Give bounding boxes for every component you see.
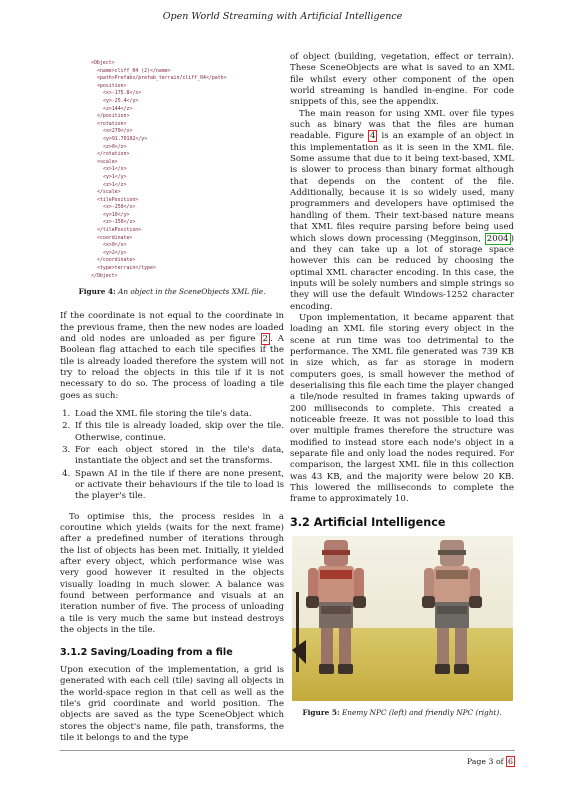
figure-5-text: Enemy NPC (left) and friendly NPC (right). bbox=[341, 708, 502, 718]
figure-5-label: Figure 5: bbox=[302, 708, 340, 718]
left-paragraph-2: To optimise this, the process resides in a coroutine which yields (waits for the next frame) after a predefined number of iterations through the list of objects has been met. Initially, it yielded after every object, which performance wise was very good however it resulted in the objects visually loading in much slower. A balance was found between performance and visuals at an iteration number of five. The process of unloading a tile is very much the same but instead destroys the objects in the tile. bbox=[60, 511, 284, 636]
right-paragraph-2 bbox=[290, 109, 514, 313]
list-item: 3. For each object stored in the tile's data, instantiate the object and set the transforms. bbox=[73, 445, 284, 468]
code-line: </tilePosition> bbox=[97, 227, 142, 234]
code-line: <x>0</x> bbox=[103, 242, 127, 249]
code-line: <z>1</z> bbox=[103, 181, 127, 188]
code-line: <y>91.70192</y> bbox=[103, 135, 148, 142]
list-item: 4. Spawn AI in the tile if there are none present, or activate their behaviours if the tile to load is the player's tile. bbox=[73, 469, 284, 503]
code-line: <tilePosition> bbox=[97, 196, 139, 203]
page-total-link[interactable]: 6 bbox=[508, 757, 513, 766]
code-line: <type>terrain</type> bbox=[97, 265, 156, 272]
code-line: <z>-150</z> bbox=[103, 219, 136, 226]
code-line: </scale> bbox=[97, 189, 121, 196]
running-head: Open World Streaming with Artificial Intelligence bbox=[162, 11, 403, 22]
left-para1-text-b: . A Boolean flag attached to each tile specifies if the tile is already loaded therefore the system will not try to reload the objects in this tile if it is not necessary to do so. The process of loading a tile goes as such: bbox=[60, 333, 285, 401]
left-column bbox=[60, 52, 284, 744]
right-para2-text-c: ) and they can take up a lot of storage space however this can be reduced by choosing the optimal XML character encoding. In this case, the inputs will be solely numbers and simple strings so they will use the default Windows-1252 character encoding. bbox=[290, 233, 514, 312]
loading-steps-list bbox=[60, 409, 284, 503]
figure-4-caption bbox=[60, 287, 284, 297]
code-line: <y>1</y> bbox=[103, 173, 127, 180]
page-number-prefix: Page 3 of bbox=[466, 757, 507, 766]
code-line: <y>10</y> bbox=[103, 211, 130, 218]
code-line: <x>270</x> bbox=[103, 128, 133, 135]
code-line: <x>1</x> bbox=[103, 166, 127, 173]
npc-render-svg bbox=[292, 536, 513, 701]
figure-4-reference-link[interactable]: 4 bbox=[370, 131, 376, 142]
code-line: <coordinate> bbox=[97, 234, 133, 241]
section-heading-3-2: 3.2 Artificial Intelligence bbox=[290, 515, 446, 529]
code-line: <y>2</y> bbox=[103, 249, 127, 256]
code-line: <path>Prefabs/prefab_terrain/cliff_04</path> bbox=[97, 75, 227, 82]
left-paragraph-3: Upon execution of the implementation, a grid is generated with each cell (tile) saving all objects in the world-space region in that cell as well as the tile's grid coordinate and world position. The objects are saved as the type SceneObject which stores the object's name, file path, transforms, the tile it belongs to and the type bbox=[60, 664, 284, 743]
code-line: <Object> bbox=[91, 60, 115, 66]
code-line: <x>-175.8</x> bbox=[103, 90, 142, 97]
code-line: <z>0</z> bbox=[103, 143, 127, 150]
right-paragraph-3: Upon implementation, it became apparent that loading an XML file storing every object in the scene at run time was too detrimental to the performance. The XML file generated was 739 KB in size which, as far as storage in modern computers goes, is small however the method of deserialising this file each time the player changed a tile/node resulted in frames taking upwards of 200 milliseconds to complete. This created a noticeable freeze. It was not possible to load this over multiple frames therefore the structure was modified to instead store each node's object in a separate file and only load the nodes required. For comparison, the largest XML file in this collection was 43 KB, and the majority were below 20 KB. This lowered the milliseconds to complete the frame to approximately 10. bbox=[290, 312, 514, 505]
list-item: 2. If this tile is already loaded, skip over the tile. Otherwise, continue. bbox=[73, 421, 284, 444]
code-line: </coordinate> bbox=[97, 257, 136, 264]
figure-2-reference-link[interactable]: 2 bbox=[262, 333, 268, 344]
right-paragraph-1: of object (building, vegetation, effect or terrain). These SceneObjects are what is saved to an XML file whilst every other component of the open world streaming is handled in-engine. For code snippets of this, see the appendix. bbox=[290, 52, 514, 108]
code-line: <rotation> bbox=[97, 120, 127, 127]
code-line: </Object> bbox=[91, 272, 118, 279]
code-line: <z>144</z> bbox=[103, 105, 133, 112]
code-line: <name>cliff_04 (2)</name> bbox=[97, 67, 171, 74]
code-line: <scale> bbox=[97, 158, 118, 165]
xml-code-listing bbox=[91, 60, 284, 280]
right-column bbox=[290, 52, 514, 718]
npc-render-image bbox=[292, 536, 513, 701]
page-number bbox=[420, 757, 515, 766]
right-para2-text-a: The main reason for using XML over file types such as binary was that the files are human readable. Figure bbox=[290, 108, 514, 142]
figure-4-label: Figure 4: bbox=[78, 287, 116, 297]
code-line: <position> bbox=[97, 82, 127, 89]
left-paragraph-1 bbox=[60, 311, 284, 402]
left-para1-text-a: If the coordinate is not equal to the coordinate in the previous frame, then the new nodes are loaded and old nodes are unloaded as per figure bbox=[60, 311, 284, 344]
figure-5-caption bbox=[290, 708, 514, 718]
code-line: </rotation> bbox=[97, 151, 130, 158]
footer-divider bbox=[60, 750, 515, 751]
code-line: </position> bbox=[97, 113, 130, 120]
right-para2-text-b: is an example of an object in this implementation as it is seen in the XML file. Some assume that due to it being text-based, XML is slower to process than binary format although that depends on the content of the file. Additionally, because it is so widely used, many programmers and developers have optimised the handling of them. Their text-based nature means that XML files require parsing before being used which slows down processing (Megginson, bbox=[290, 131, 515, 244]
section-heading-3-1-2: 3.1.2 Saving/Loading from a file bbox=[60, 646, 233, 658]
citation-year-link[interactable]: 2004 bbox=[486, 233, 509, 244]
figure-4-text: An object in the SceneObjects XML file. bbox=[118, 287, 266, 297]
code-line: <y>-25.4</y> bbox=[103, 97, 139, 104]
list-item: 1. Load the XML file storing the tile's data. bbox=[73, 409, 284, 420]
code-line: <x>-250</x> bbox=[103, 204, 136, 211]
